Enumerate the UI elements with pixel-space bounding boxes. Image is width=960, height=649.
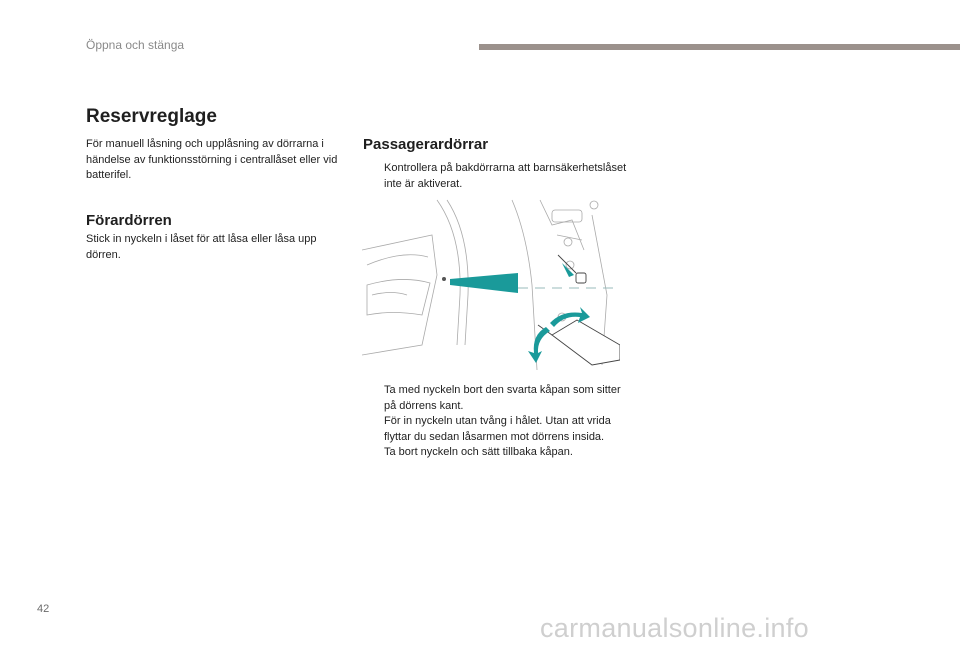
steps-list [363, 383, 628, 461]
door-handle [372, 293, 407, 296]
latch-bracket-top [540, 200, 584, 250]
cap-icon [576, 273, 586, 283]
screw-hole-1 [590, 201, 598, 209]
step-text: För in nyckeln utan tvång i hålet. Utan att vrida flyttar du sedan låsarmen mot dörrens insida. [384, 415, 611, 443]
screw-hole-3 [566, 261, 574, 269]
door-trim-line [367, 255, 428, 265]
page-number: 42 [37, 603, 50, 615]
lock-point [442, 277, 446, 281]
watermark: carmanualsonline.info [540, 613, 809, 643]
driver-heading: Förardörren [86, 212, 172, 229]
intro-paragraph: För manuell låsning och upplåsning av dörrarna i händelse av funktionsstörning i centrallåset eller vid batterifel. [86, 138, 338, 181]
door-pocket [367, 279, 430, 315]
step-item-2 [363, 414, 628, 445]
passenger-heading: Passagerardörrar [363, 136, 489, 153]
driver-section [86, 212, 348, 263]
screw-hole-2 [564, 238, 572, 246]
arrow-curve-down-icon [528, 327, 550, 363]
driver-text: Stick in nyckeln i låset för att låsa eller låsa upp dörren. [86, 233, 317, 261]
door-edge-front [437, 200, 460, 345]
door-edge-back [447, 200, 468, 345]
latch-plate [552, 210, 582, 222]
page-title: Reservreglage [86, 106, 217, 127]
header-bar [479, 44, 960, 50]
door-diagram-svg [362, 195, 620, 370]
passenger-section [363, 136, 628, 192]
step-text: Ta med nyckeln bort den svarta kåpan som sitter på dörrens kant. [384, 384, 621, 412]
key-fob-icon [552, 320, 620, 365]
bullet-check-childlock [363, 161, 628, 192]
bullet-text: Kontrollera på bakdörrarna att barnsäkerhetslåset inte är aktiverat. [384, 162, 627, 190]
step-item-3 [363, 445, 628, 461]
step-item-1 [363, 383, 628, 414]
door-lock-illustration [362, 195, 620, 370]
section-label: Öppna och stänga [86, 38, 185, 52]
step-text: Ta bort nyckeln och sätt tillbaka kåpan. [384, 446, 573, 458]
